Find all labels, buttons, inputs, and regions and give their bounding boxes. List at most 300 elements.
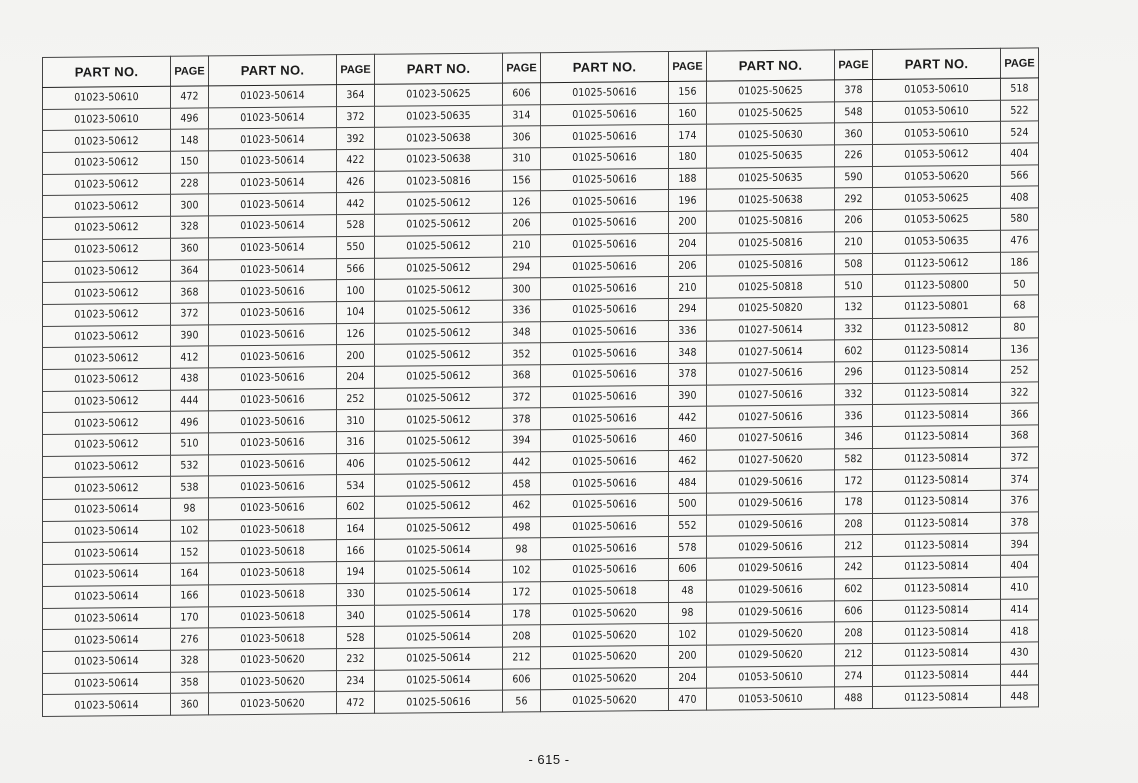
part-number-cell: 01023-50614: [209, 171, 337, 194]
page-reference-cell: 528: [337, 214, 375, 236]
page-reference-cell: 98: [669, 602, 707, 624]
part-number-cell: 01053-50625: [873, 187, 1001, 210]
part-number-cell: 01023-50614: [209, 258, 337, 281]
part-number-cell: 01025-50616: [541, 212, 669, 235]
part-number-cell: 01053-50620: [873, 165, 1001, 188]
part-number-cell: 01023-50610: [43, 108, 171, 131]
page-reference-cell: 208: [835, 513, 873, 535]
page-reference-cell: 276: [171, 628, 209, 650]
page-reference-cell: 360: [835, 123, 873, 145]
page-reference-cell: 442: [669, 406, 707, 428]
part-number-cell: 01053-50610: [873, 78, 1001, 101]
page-reference-cell: 310: [503, 148, 541, 170]
part-number-cell: 01025-50620: [541, 602, 669, 625]
part-number-cell: 01025-50612: [375, 278, 503, 301]
part-number-cell: 01123-50814: [873, 425, 1001, 448]
part-number-cell: 01025-50616: [541, 298, 669, 321]
part-number-cell: 01023-50616: [209, 367, 337, 390]
part-number-cell: 01027-50620: [707, 449, 835, 472]
part-number-cell: 01025-50614: [375, 582, 503, 605]
part-number-cell: 01025-50612: [375, 322, 503, 345]
parts-index-table-wrapper: [42, 47, 1038, 716]
part-number-cell: 01023-50612: [43, 368, 171, 391]
page-reference-cell: 204: [669, 667, 707, 689]
page-reference-cell: 448: [1001, 685, 1039, 707]
page-reference-cell: 196: [669, 190, 707, 212]
page-reference-cell: 234: [337, 670, 375, 692]
part-number-cell: 01025-50612: [375, 257, 503, 280]
page-reference-cell: 460: [669, 428, 707, 450]
part-number-cell: 01023-50616: [209, 453, 337, 476]
page-reference-cell: 430: [1001, 642, 1039, 664]
part-number-cell: 01023-50612: [43, 281, 171, 304]
part-number-cell: 01025-50612: [375, 300, 503, 323]
page-reference-cell: 68: [1001, 295, 1039, 317]
page-reference-cell: 510: [171, 433, 209, 455]
part-number-cell: 01023-50614: [43, 672, 171, 695]
page-reference-cell: 210: [503, 235, 541, 257]
part-number-cell: 01025-50620: [541, 645, 669, 668]
part-number-cell: 01123-50814: [873, 599, 1001, 622]
part-number-cell: 01029-50616: [707, 492, 835, 515]
page-reference-cell: 212: [835, 643, 873, 665]
parts-index-table: [42, 47, 1039, 717]
page-reference-cell: 102: [503, 560, 541, 582]
page-reference-cell: 180: [669, 146, 707, 168]
part-number-cell: 01025-50612: [375, 452, 503, 475]
page-reference-cell: 390: [669, 385, 707, 407]
page-reference-cell: 532: [171, 455, 209, 477]
part-number-cell: 01023-50616: [209, 410, 337, 433]
page-reference-cell: 316: [337, 431, 375, 453]
page-reference-cell: 150: [171, 151, 209, 173]
page-reference-cell: 208: [835, 622, 873, 644]
page-reference-cell: 226: [835, 145, 873, 167]
page-reference-cell: 378: [835, 80, 873, 102]
page-reference-cell: 136: [1001, 338, 1039, 360]
part-number-cell: 01027-50616: [707, 362, 835, 385]
page-reference-cell: 200: [669, 211, 707, 233]
page-reference-cell: 48: [669, 580, 707, 602]
header-part-no: PART NO.: [707, 50, 835, 81]
part-number-cell: 01053-50610: [873, 122, 1001, 145]
page-reference-cell: 488: [835, 687, 873, 709]
part-number-cell: 01023-50616: [209, 432, 337, 455]
page-reference-cell: 358: [171, 671, 209, 693]
page-reference-cell: 126: [503, 191, 541, 213]
part-number-cell: 01025-50612: [375, 213, 503, 236]
page-reference-cell: 210: [669, 276, 707, 298]
page-reference-cell: 208: [503, 625, 541, 647]
part-number-cell: 01123-50814: [873, 642, 1001, 665]
part-number-cell: 01023-50620: [209, 670, 337, 693]
part-number-cell: 01123-50814: [873, 382, 1001, 405]
page-reference-cell: 200: [669, 645, 707, 667]
part-number-cell: 01023-50612: [43, 151, 171, 174]
page-reference-cell: 166: [337, 540, 375, 562]
page-reference-cell: 378: [503, 408, 541, 430]
page-reference-cell: 156: [669, 81, 707, 103]
part-number-cell: 01023-50618: [209, 605, 337, 628]
page-reference-cell: 462: [669, 450, 707, 472]
part-number-cell: 01025-50630: [707, 123, 835, 146]
page-reference-cell: 414: [1001, 598, 1039, 620]
page-reference-cell: 178: [503, 603, 541, 625]
page-reference-cell: 164: [171, 563, 209, 585]
page-reference-cell: 132: [835, 296, 873, 318]
part-number-cell: 01023-50614: [43, 520, 171, 543]
part-number-cell: 01025-50616: [541, 385, 669, 408]
page-reference-cell: 328: [171, 650, 209, 672]
page-reference-cell: 328: [171, 216, 209, 238]
page-reference-cell: 228: [171, 173, 209, 195]
part-number-cell: 01023-50614: [43, 542, 171, 565]
page-reference-cell: 210: [835, 231, 873, 253]
part-number-cell: 01123-50814: [873, 620, 1001, 643]
header-part-no: PART NO.: [375, 53, 503, 84]
part-number-cell: 01025-50612: [375, 365, 503, 388]
page-reference-cell: 372: [171, 303, 209, 325]
page-reference-cell: 336: [503, 300, 541, 322]
page-reference-cell: 242: [835, 557, 873, 579]
page-reference-cell: 314: [503, 104, 541, 126]
page-reference-cell: 412: [171, 346, 209, 368]
part-number-cell: 01025-50612: [375, 495, 503, 518]
part-number-cell: 01023-50614: [209, 85, 337, 108]
part-number-cell: 01025-50616: [541, 103, 669, 126]
page-reference-cell: 368: [503, 365, 541, 387]
part-number-cell: 01023-50614: [43, 498, 171, 521]
page-reference-cell: 102: [171, 520, 209, 542]
part-number-cell: 01025-50616: [541, 494, 669, 517]
page-reference-cell: 152: [171, 541, 209, 563]
part-number-cell: 01023-50616: [209, 345, 337, 368]
page-reference-cell: 524: [1001, 121, 1039, 143]
part-number-cell: 01023-50612: [43, 238, 171, 261]
page-reference-cell: 56: [503, 690, 541, 712]
part-number-cell: 01123-50800: [873, 273, 1001, 296]
part-number-cell: 01123-50814: [873, 686, 1001, 709]
part-number-cell: 01025-50612: [375, 473, 503, 496]
page-reference-cell: 522: [1001, 100, 1039, 122]
page-reference-cell: 164: [337, 518, 375, 540]
part-number-cell: 01025-50620: [541, 624, 669, 647]
part-number-cell: 01029-50616: [707, 514, 835, 537]
header-page: PAGE: [835, 50, 873, 80]
page-reference-cell: 548: [835, 101, 873, 123]
part-number-cell: 01025-50614: [375, 604, 503, 627]
part-number-cell: 01023-50612: [43, 130, 171, 153]
page-reference-cell: 442: [337, 193, 375, 215]
part-number-cell: 01029-50616: [707, 535, 835, 558]
page-reference-cell: 206: [835, 210, 873, 232]
part-number-cell: 01123-50814: [873, 339, 1001, 362]
part-number-cell: 01023-50638: [375, 148, 503, 171]
part-number-cell: 01025-50616: [541, 81, 669, 104]
page-reference-cell: 394: [503, 430, 541, 452]
header-page: PAGE: [503, 53, 541, 83]
page-reference-cell: 300: [171, 194, 209, 216]
part-number-cell: 01023-50614: [43, 628, 171, 651]
part-number-cell: 01023-50638: [375, 126, 503, 149]
page-reference-cell: 602: [835, 578, 873, 600]
page-reference-cell: 534: [337, 475, 375, 497]
part-number-cell: 01023-50614: [209, 215, 337, 238]
part-number-cell: 01025-50625: [707, 102, 835, 125]
part-number-cell: 01023-50614: [209, 150, 337, 173]
page-reference-cell: 98: [171, 498, 209, 520]
page-reference-cell: 100: [337, 279, 375, 301]
part-number-cell: 01023-50618: [209, 627, 337, 650]
page-reference-cell: 294: [669, 298, 707, 320]
page-reference-cell: 332: [835, 383, 873, 405]
part-number-cell: 01023-50618: [209, 562, 337, 585]
page-reference-cell: 472: [337, 692, 375, 714]
page-reference-cell: 528: [337, 626, 375, 648]
part-number-cell: 01025-50616: [541, 537, 669, 560]
page-reference-cell: 126: [337, 323, 375, 345]
part-number-cell: 01123-50814: [873, 469, 1001, 492]
page-reference-cell: 442: [503, 451, 541, 473]
part-number-cell: 01053-50612: [873, 143, 1001, 166]
page-reference-cell: 104: [337, 301, 375, 323]
page-reference-cell: 438: [171, 368, 209, 390]
part-number-cell: 01023-50612: [43, 455, 171, 478]
part-number-cell: 01025-50638: [707, 188, 835, 211]
page-reference-cell: 418: [1001, 620, 1039, 642]
page-reference-cell: 310: [337, 410, 375, 432]
part-number-cell: 01123-50814: [873, 664, 1001, 687]
page-number: - 615 -: [528, 752, 570, 767]
part-number-cell: 01025-50614: [375, 625, 503, 648]
page-reference-cell: 366: [1001, 403, 1039, 425]
page-reference-cell: 200: [337, 345, 375, 367]
part-number-cell: 01025-50614: [375, 539, 503, 562]
part-number-cell: 01027-50616: [707, 427, 835, 450]
page-reference-cell: 294: [503, 256, 541, 278]
page-reference-cell: 404: [1001, 555, 1039, 577]
part-number-cell: 01023-50616: [209, 280, 337, 303]
part-number-cell: 01023-50614: [209, 193, 337, 216]
header-page: PAGE: [669, 51, 707, 81]
part-number-cell: 01053-50635: [873, 230, 1001, 253]
page-reference-cell: 372: [503, 386, 541, 408]
part-number-cell: 01123-50814: [873, 360, 1001, 383]
part-number-cell: 01025-50616: [541, 320, 669, 343]
part-number-cell: 01023-50612: [43, 477, 171, 500]
page-reference-cell: 392: [337, 128, 375, 150]
page-reference-cell: 364: [171, 259, 209, 281]
page-reference-cell: 606: [835, 600, 873, 622]
page-reference-cell: 300: [503, 278, 541, 300]
part-number-cell: 01053-50625: [873, 208, 1001, 231]
part-number-cell: 01029-50620: [707, 622, 835, 645]
part-number-cell: 01023-50616: [209, 388, 337, 411]
header-part-no: PART NO.: [43, 56, 171, 87]
part-number-cell: 01123-50814: [873, 490, 1001, 513]
part-number-cell: 01023-50612: [43, 325, 171, 348]
part-number-cell: 01029-50616: [707, 579, 835, 602]
page-reference-cell: 498: [503, 516, 541, 538]
page-reference-cell: 390: [171, 324, 209, 346]
part-number-cell: 01025-50614: [375, 669, 503, 692]
page-reference-cell: 330: [337, 583, 375, 605]
part-number-cell: 01023-50614: [43, 607, 171, 630]
part-number-cell: 01025-50635: [707, 167, 835, 190]
page-reference-cell: 462: [503, 495, 541, 517]
page-reference-cell: 602: [337, 496, 375, 518]
page-reference-cell: 394: [1001, 533, 1039, 555]
page-reference-cell: 404: [1001, 143, 1039, 165]
part-number-cell: 01025-50616: [541, 428, 669, 451]
part-number-cell: 01025-50616: [541, 407, 669, 430]
page-reference-cell: 172: [503, 582, 541, 604]
page-reference-cell: 368: [1001, 425, 1039, 447]
part-number-cell: 01123-50814: [873, 512, 1001, 535]
page-reference-cell: 422: [337, 149, 375, 171]
part-number-cell: 01025-50614: [375, 647, 503, 670]
part-number-cell: 01023-50612: [43, 347, 171, 370]
part-number-cell: 01025-50616: [541, 450, 669, 473]
page-reference-cell: 606: [503, 668, 541, 690]
page-reference-cell: 212: [503, 647, 541, 669]
page-reference-cell: 194: [337, 561, 375, 583]
part-number-cell: 01025-50820: [707, 297, 835, 320]
page-reference-cell: 410: [1001, 577, 1039, 599]
page-reference-cell: 364: [337, 84, 375, 106]
part-number-cell: 01123-50814: [873, 404, 1001, 427]
page-reference-cell: 406: [337, 453, 375, 475]
page-reference-cell: 484: [669, 471, 707, 493]
page-reference-cell: 472: [171, 86, 209, 108]
part-number-cell: 01023-50618: [209, 583, 337, 606]
page-reference-cell: 360: [171, 238, 209, 260]
part-number-cell: 01123-50814: [873, 447, 1001, 470]
page-reference-cell: 496: [171, 411, 209, 433]
part-number-cell: 01025-50616: [541, 125, 669, 148]
page-reference-cell: 372: [1001, 447, 1039, 469]
part-number-cell: 01123-50814: [873, 555, 1001, 578]
page-reference-cell: 346: [835, 427, 873, 449]
page-reference-cell: 50: [1001, 273, 1039, 295]
part-number-cell: 01029-50620: [707, 644, 835, 667]
part-number-cell: 01025-50616: [541, 233, 669, 256]
part-number-cell: 01025-50612: [375, 343, 503, 366]
page-reference-cell: 292: [835, 188, 873, 210]
part-number-cell: 01023-50614: [43, 650, 171, 673]
part-number-cell: 01023-50612: [43, 433, 171, 456]
page-reference-cell: 458: [503, 473, 541, 495]
part-number-cell: 01023-50612: [43, 390, 171, 413]
part-number-cell: 01027-50616: [707, 405, 835, 428]
header-part-no: PART NO.: [873, 48, 1001, 79]
page-reference-cell: 606: [503, 83, 541, 105]
part-number-cell: 01027-50616: [707, 384, 835, 407]
part-number-cell: 01023-50618: [209, 540, 337, 563]
page-reference-cell: 496: [171, 108, 209, 130]
part-number-cell: 01025-50635: [707, 145, 835, 168]
page-reference-cell: 174: [669, 124, 707, 146]
page-reference-cell: 212: [835, 535, 873, 557]
part-number-cell: 01025-50612: [375, 387, 503, 410]
page-reference-cell: 332: [835, 318, 873, 340]
page-reference-cell: 566: [337, 258, 375, 280]
page-reference-cell: 172: [835, 470, 873, 492]
page-reference-cell: 606: [669, 558, 707, 580]
part-number-cell: 01123-50812: [873, 317, 1001, 340]
part-number-cell: 01025-50618: [541, 580, 669, 603]
part-number-cell: 01123-50814: [873, 577, 1001, 600]
part-number-cell: 01029-50616: [707, 470, 835, 493]
page-reference-cell: 274: [835, 665, 873, 687]
page-reference-cell: 98: [503, 538, 541, 560]
part-number-cell: 01025-50616: [541, 168, 669, 191]
page-reference-cell: 148: [171, 129, 209, 151]
page-reference-cell: 444: [171, 390, 209, 412]
page-reference-cell: 372: [337, 106, 375, 128]
page-reference-cell: 444: [1001, 663, 1039, 685]
part-number-cell: 01053-50610: [873, 100, 1001, 123]
part-number-cell: 01023-50612: [43, 303, 171, 326]
part-number-cell: 01023-50614: [209, 128, 337, 151]
page-reference-cell: 102: [669, 623, 707, 645]
part-number-cell: 01023-50620: [209, 649, 337, 672]
part-number-cell: 01029-50616: [707, 600, 835, 623]
page-reference-cell: 352: [503, 343, 541, 365]
part-number-cell: 01023-50614: [43, 585, 171, 608]
part-number-cell: 01025-50616: [541, 255, 669, 278]
page-reference-cell: 206: [503, 213, 541, 235]
header-part-no: PART NO.: [209, 55, 337, 86]
page-reference-cell: 590: [835, 166, 873, 188]
part-number-cell: 01025-50816: [707, 253, 835, 276]
part-number-cell: 01025-50614: [375, 560, 503, 583]
part-number-cell: 01025-50616: [541, 472, 669, 495]
page-reference-cell: 508: [835, 253, 873, 275]
part-number-cell: 01023-50614: [209, 106, 337, 129]
page-reference-cell: 336: [835, 405, 873, 427]
part-number-cell: 01023-50612: [43, 216, 171, 239]
part-number-cell: 01025-50616: [541, 515, 669, 538]
page-reference-cell: 170: [171, 606, 209, 628]
part-number-cell: 01025-50620: [541, 667, 669, 690]
header-page: PAGE: [1001, 48, 1039, 78]
page-reference-cell: 582: [835, 448, 873, 470]
part-number-cell: 01025-50612: [375, 430, 503, 453]
part-number-cell: 01023-50616: [209, 475, 337, 498]
table-body: [43, 78, 1039, 716]
page-reference-cell: 580: [1001, 208, 1039, 230]
part-number-cell: 01023-50616: [209, 497, 337, 520]
page-reference-cell: 550: [337, 236, 375, 258]
part-number-cell: 01023-50610: [43, 86, 171, 109]
part-number-cell: 01023-50816: [375, 170, 503, 193]
part-number-cell: 01023-50616: [209, 323, 337, 346]
part-number-cell: 01025-50620: [541, 689, 669, 712]
page-reference-cell: 80: [1001, 316, 1039, 338]
part-number-cell: 01023-50612: [43, 173, 171, 196]
page-reference-cell: 566: [1001, 165, 1039, 187]
page-reference-cell: 374: [1001, 468, 1039, 490]
page-reference-cell: 252: [337, 388, 375, 410]
part-number-cell: 01023-50612: [43, 195, 171, 218]
page-reference-cell: 376: [1001, 490, 1039, 512]
page-reference-cell: 160: [669, 103, 707, 125]
part-number-cell: 01025-50612: [375, 408, 503, 431]
page-reference-cell: 166: [171, 585, 209, 607]
part-number-cell: 01123-50814: [873, 534, 1001, 557]
page-reference-cell: 296: [835, 361, 873, 383]
